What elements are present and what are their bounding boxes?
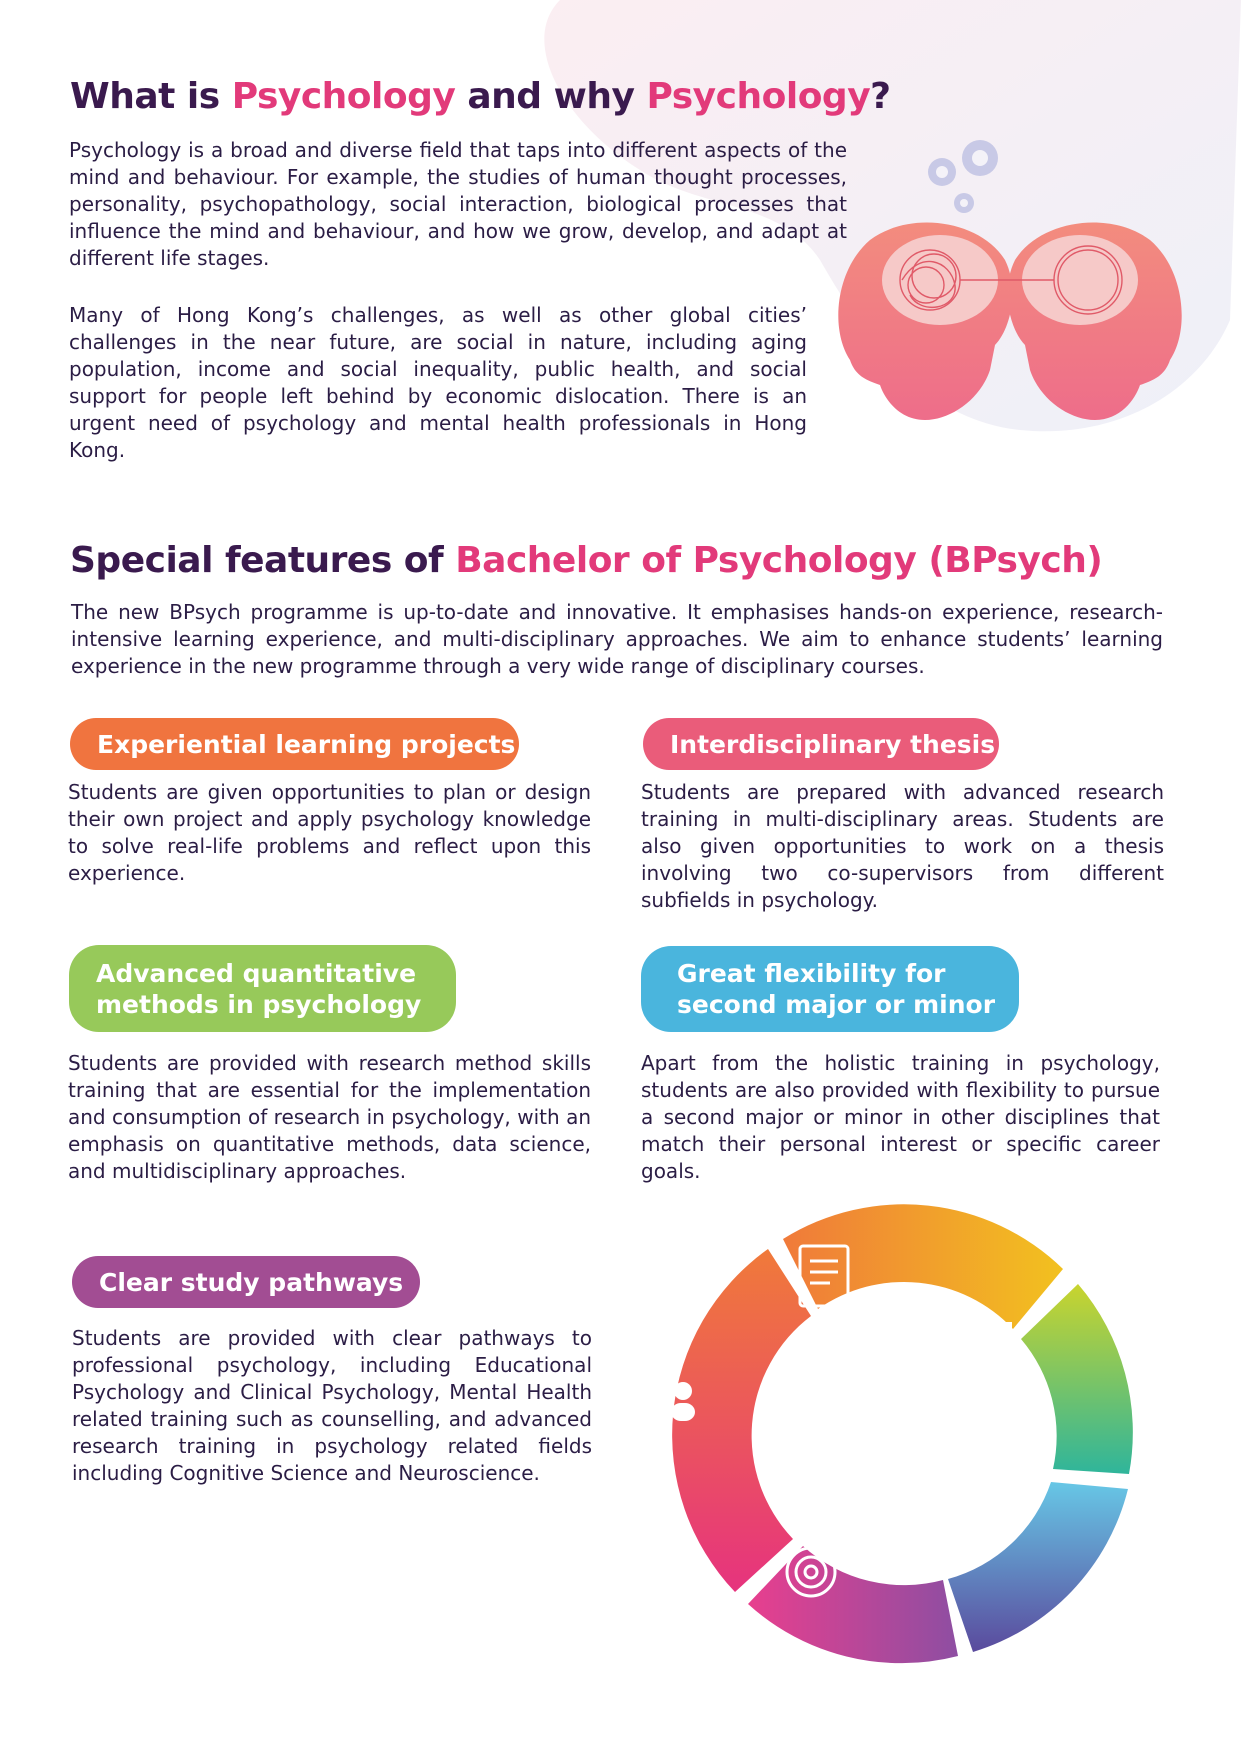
feature-badge-experiential: [70, 718, 519, 770]
feature-label-line: Great flexibility for: [677, 959, 946, 988]
two-heads-brain-gears-illustration: [830, 130, 1190, 430]
feature-label: Clear study pathways: [99, 1267, 404, 1297]
section-1-title: [70, 76, 891, 117]
feature-label: [677, 958, 995, 1020]
intro-paragraph-2: Many of Hong Kong’s challenges, as well as other global cities’ challenges in the near future, are social in nature, including aging population, income and social inequality, public health, and social support for people left behind by economic dislocation. There is an urgent need of psychology and mental health professionals in Hong Kong.: [69, 303, 807, 462]
title-text: ?: [870, 76, 891, 117]
feature-badge-quantitative: [69, 945, 456, 1032]
feature-badge-flexibility: [641, 946, 1019, 1032]
feature-text-flexibility: Apart from the holistic training in psychology, students are also provided with flexibility to pursue a second major or minor in other disciplines that match their personal interest or specific career goals.: [641, 1051, 1160, 1183]
feature-badge-pathways: [72, 1256, 420, 1308]
section-2-title: [70, 540, 1102, 581]
title-highlight: Bachelor of Psychology (BPsych): [455, 540, 1103, 581]
features-intro: The new BPsych programme is up-to-date and innovative. It emphasises hands-on experience, research-intensive learning experience, and multi-disciplinary approaches. We aim to enhance students’ learning experience in the new programme through a very wide range of disciplinary courses.: [71, 600, 1163, 678]
intro-paragraph-1: Psychology is a broad and diverse field that taps into different aspects of the mind and behaviour. For example, the studies of human thought processes, personality, psychopathology, social interaction, biological processes that influence the mind and behaviour, and how we grow, develop, and adapt at different life stages.: [69, 138, 847, 270]
feature-label: Interdisciplinary thesis: [670, 729, 996, 759]
feature-badge-thesis: [643, 718, 999, 770]
title-text: What is: [70, 76, 232, 117]
title-highlight: Psychology: [231, 76, 456, 117]
feature-label: [96, 958, 421, 1020]
feature-label-line: Advanced quantitative: [96, 958, 417, 988]
feature-text-thesis: Students are prepared with advanced research training in multi-disciplinary areas. Students are also given opportunities to work on a thesis involving two co-supervisors from different subfields in psychology.: [641, 780, 1164, 912]
title-text: Special features of: [70, 540, 456, 581]
puzzle-ring-illustration: [665, 1196, 1141, 1672]
feature-text-pathways: Students are provided with clear pathways to professional psychology, including Educational Psychology and Clinical Psychology, Mental Health related training such as counselling, and advanced research training in psychology related fields including Cognitive Science and Neuroscience.: [72, 1326, 592, 1485]
title-text: and why: [455, 76, 647, 117]
feature-label: Experiential learning projects: [97, 729, 516, 759]
gear-icon: [928, 140, 998, 213]
title-highlight: Psychology: [646, 76, 871, 117]
feature-text-quantitative: Students are provided with research method skills training that are essential for the implementation and consumption of research in psychology, with an emphasis on quantitative methods, data science, and multidisciplinary approaches.: [68, 1051, 591, 1183]
feature-label-line: methods in psychology: [96, 989, 422, 1019]
feature-label-line: second major or minor: [677, 990, 996, 1019]
feature-text-experiential: Students are given opportunities to plan or design their own project and apply psychology knowledge to solve real-life problems and reflect upon this experience.: [68, 780, 591, 885]
